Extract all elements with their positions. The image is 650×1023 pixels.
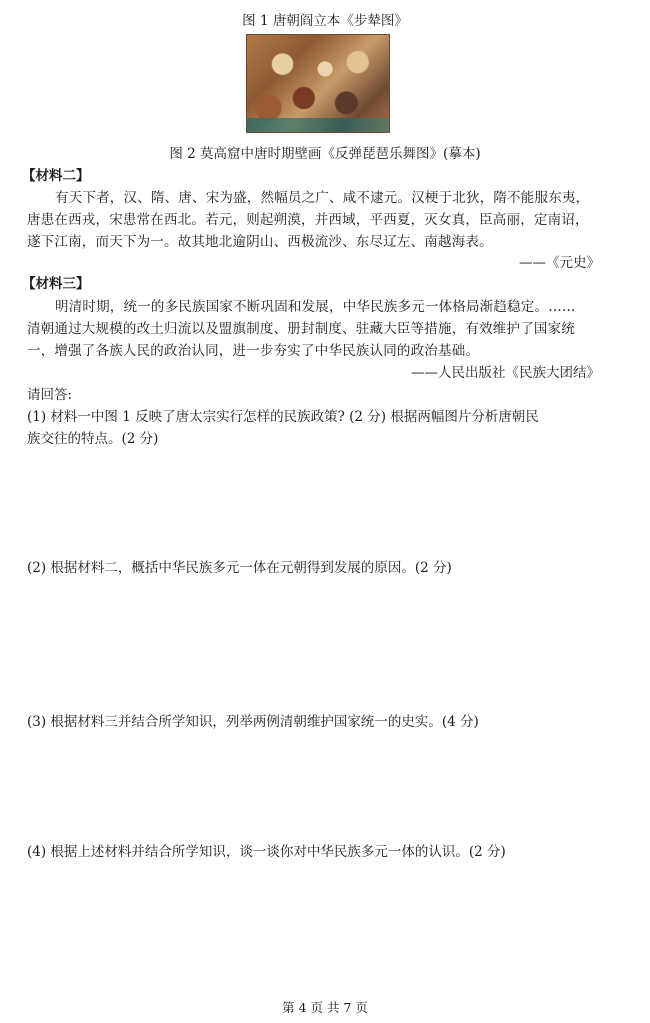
figure1-caption: 图 1 唐朝阎立本《步辇图》 (242, 13, 408, 29)
question-4: (4) 根据上述材料并结合所学知识，谈一谈你对中华民族多元一体的认识。(2 分) (27, 844, 506, 860)
question-3: (3) 根据材料三并结合所学知识，列举两例清朝维护国家统一的史实。(4 分) (27, 714, 479, 730)
material3-source: ——人民出版社《民族大团结》 (411, 365, 600, 381)
question-2: (2) 根据材料二，概括中华民族多元一体在元朝得到发展的原因。(2 分) (27, 560, 452, 576)
mural-painting-image (246, 34, 390, 133)
question-1-line-1: (1) 材料一中图 1 反映了唐太宗实行怎样的民族政策? (2 分) 根据两幅图片分析唐朝民 (27, 409, 539, 425)
material3-line-3: 一，增强了各族人民的政治认同，进一步夯实了中华民族认同的政治基础。 (27, 343, 480, 359)
material2-source: ——《元史》 (519, 255, 600, 271)
material2-line-3: 遂下江南，而天下为一。故其地北逾阴山、西极流沙、东尽辽左、南越海表。 (27, 234, 493, 250)
question-1-line-2: 族交往的特点。(2 分) (27, 431, 159, 447)
material3-heading: 【材料三】 (22, 276, 90, 292)
material2-heading: 【材料二】 (22, 168, 90, 184)
painting-decorative-band (247, 118, 389, 132)
figure2-caption: 图 2 莫高窟中唐时期壁画《反弹琵琶乐舞图》(摹本) (169, 146, 481, 162)
material3-line-1: 明清时期，统一的多民族国家不断巩固和发展，中华民族多元一体格局渐趋稳定。…… (55, 299, 576, 315)
answer-prompt: 请回答: (27, 387, 73, 403)
material2-line-2: 唐患在西戎，宋患常在西北。若元，则起朔漠，并西域，平西夏，灭女真，臣高丽，定南诏， (27, 212, 589, 228)
material3-line-2: 清朝通过大规模的改土归流以及盟旗制度、册封制度、驻藏大臣等措施，有效维护了国家统 (27, 321, 575, 337)
material2-line-1: 有天下者，汉、隋、唐、宋为盛，然幅员之广、咸不逮元。汉梗于北狄，隋不能服东夷， (55, 190, 590, 206)
page-footer: 第 4 页 共 7 页 (282, 1000, 368, 1015)
